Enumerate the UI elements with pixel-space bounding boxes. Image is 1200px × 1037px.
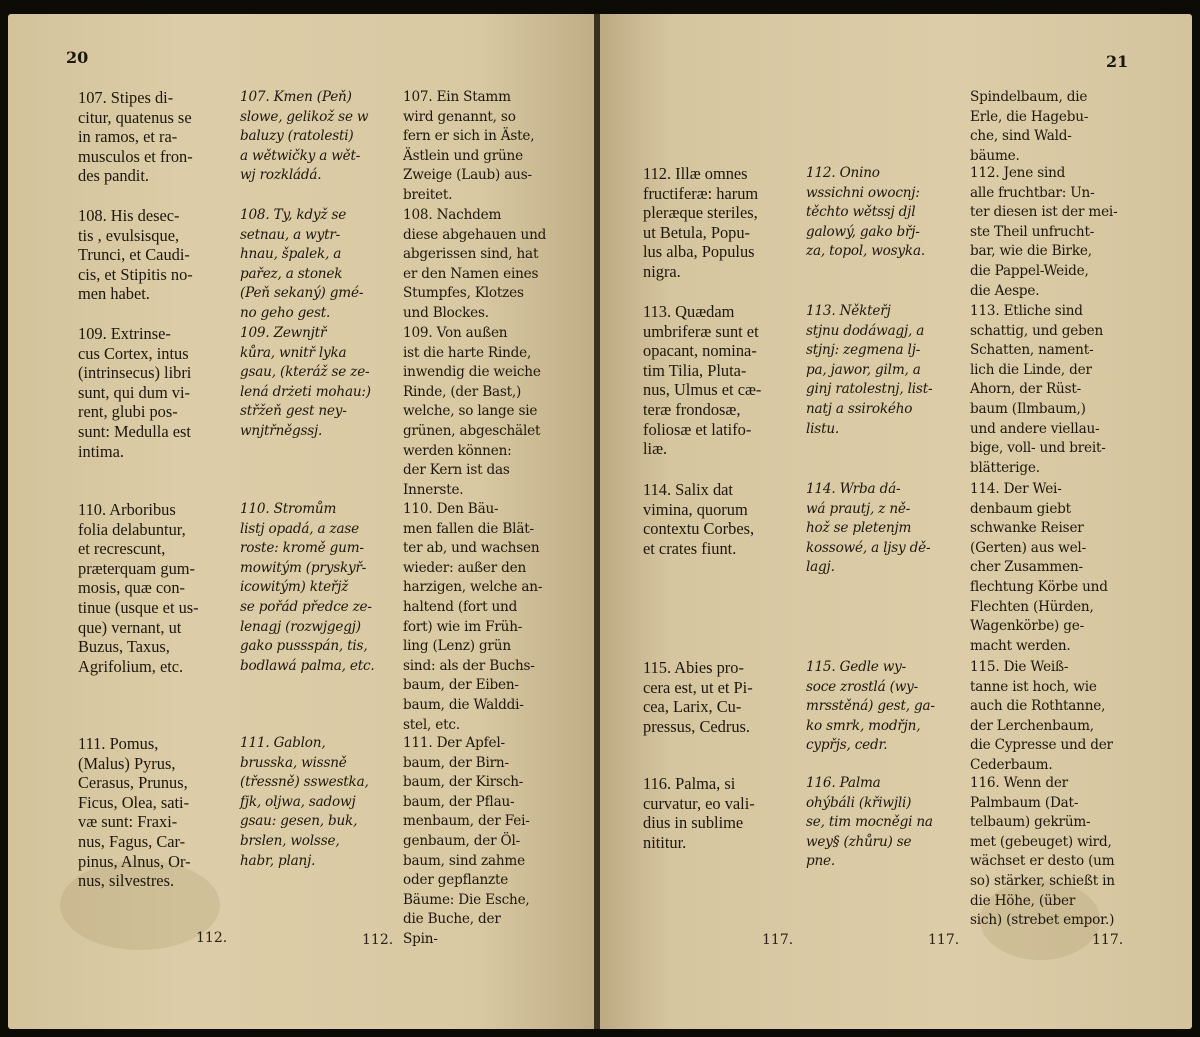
latin-entry-110: 110. Arboribus folia delabuntur, et recrescunt, præterquam gum- mosis, quæ con- tinue (usque et us- que) vernant, ut Buzus, Taxus, Agrifolium, etc. (78, 500, 199, 676)
right-page-number: 21 (1106, 52, 1129, 71)
right-german-column (970, 88, 1132, 938)
german-entry-109: 109. Von außen ist die harte Rinde, inwendig die weiche Rinde, (der Bast,) welche, so lange sie grünen, abgeschälet werden können: der Kern ist das Innerste. (403, 325, 541, 498)
latin-entry-107: 107. Stipes di- citur, quatenus se in ramos, et ra- musculos et fron- des pandit. (78, 88, 193, 186)
latin-entry-108: 108. His desec- tis , evulsisque, Trunci, et Caudi- cis, et Stipitis no- men habet. (78, 206, 193, 304)
czech-entry-112: 112. Onino wssichni owocnj: těchto wětssj djl galowý, gako břj- za, topol, wosyka. (806, 165, 925, 260)
czech-entry-109: 109. Zewnjtř kůra, wnitř lyka gsau, (kteráž se ze- lená drżeti mohau:) střžeň gest ney- wnjtřněgssj. (240, 325, 371, 439)
latin-entry-114: 114. Salix dat vimina, quorum contextu Corbes, et crates fiunt. (643, 480, 755, 558)
german-entry-114: 114. Der Wei- denbaum giebt schwanke Reiser (Gerten) aus wel- cher Zusammen- flechtung Körbe und Flechten (Hürden, Wagenkörbe) ge- macht werden. (970, 481, 1108, 654)
latin-entry-109: 109. Extrinse- cus Cortex, intus (intrinsecus) libri sunt, qui dum vi- rent, glubi pos- sunt: Medulla est intima. (78, 324, 192, 461)
right-czech-column (806, 164, 966, 924)
latin-entry-113: 113. Quædam umbriferæ sunt et opacant, nomina- tim Tilia, Pluta- nus, Ulmus et cæ- teræ frondosæ, foliosæ et latifo- liæ. (643, 302, 762, 459)
czech-entry-116: 116. Palma ohýbáli (křiwjli) se, tim mocněgi na wey§ (zhůru) se pne. (806, 775, 933, 870)
czech-entry-111: 111. Gablon, brusska, wissně (třessně) sswestka, fjk, oljwa, sadowj gsau: gesen, buk, brslen, wolsse, habr, planj. (240, 735, 369, 869)
german-entry-113: 113. Etliche sind schattig, und geben Schatten, nament- lich die Linde, der Ahorn, der Rüst- baum (Ilmbaum,) und andere viellau- bige, voll- und breit- blätterige. (970, 303, 1106, 476)
czech-entry-113: 113. Někteřj stjnu dodáwagj, a stjnj: zegmena lj- pa, jawor, gilm, a ginj ratolestnj, list- natj a ssirokého listu. (806, 303, 933, 437)
latin-entry-112: 112. Illæ omnes fructiferæ: harum pleræque steriles, ut Betula, Popu- lus alba, Populus nigra. (643, 164, 759, 281)
czech-entry-108: 108. Ty, když se setnau, a wytr- hnau, špalek, a pařez, a stonek (Peň sekaný) gmé- no geho gest. (240, 207, 364, 321)
latin-entry-115: 115. Abies pro- cera est, ut et Pi- cea, Larix, Cu- pressus, Cedrus. (643, 658, 753, 736)
czech-entry-114: 114. Wrba dá- wá prautj, z ně- hož se pletenjm kossowé, a ljsy dě- lagj. (806, 481, 931, 576)
german-entry-115: 115. Die Weiß- tanne ist hoch, wie auch die Rothtanne, der Lerchenbaum, die Cypresse und der Cederbaum. (970, 659, 1113, 773)
left-german-column (403, 88, 565, 958)
latin-entry-116: 116. Palma, si curvatur, eo vali- dius in sublime nititur. (643, 774, 755, 852)
right-footer-czech: 117. (928, 932, 960, 948)
right-footer-german: 117. (1092, 932, 1124, 948)
left-footer-czech: 112. (362, 932, 394, 948)
left-page-number: 20 (66, 48, 89, 67)
latin-entry-111: 111. Pomus, (Malus) Pyrus, Cerasus, Prunus, Ficus, Olea, sati- væ sunt: Fraxi- nus, Fagus, Car- pinus, Alnus, Or- nus, silvestres. (78, 734, 191, 891)
right-footer-latin: 117. (762, 932, 794, 948)
german-entry-116: 116. Wenn der Palmbaum (Dat- telbaum) gekrüm- met (gebeuget) wird, wächset er desto (um so) stärker, schießt in die Höhe, (über sich) (strebet empor.) (970, 775, 1115, 929)
german-entry-111-continued: Spindelbaum, die Erle, die Hagebu- che, sind Wald- bäume. (970, 89, 1089, 164)
german-entry-108: 108. Nachdem diese abgehauen und abgerissen sind, hat er den Namen eines Stumpfes, Klotzes und Blockes. (403, 207, 547, 321)
right-latin-column (643, 164, 803, 924)
czech-entry-115: 115. Gedle wy- soce zrostlá (wy- mrsstěná) gest, ga- ko smrk, modřjn, cypřjs, cedr. (806, 659, 935, 754)
german-entry-111: 111. Der Apfel- baum, der Birn- baum, der Kirsch- baum, der Pflau- menbaum, der Fei- genbaum, der Öl- baum, sind zahme oder gepflanzte Bäume: Die Esche, die Buche, der Spin- (403, 735, 530, 947)
czech-entry-110: 110. Stromům listj opadá, a zase roste: kromě gum- mowitým (pryskyř- icowitým) kteřjž se pořád předce ze- lenagj (rozwjgegj) gako pussspán, tis, bodlawá palma, etc. (240, 501, 375, 674)
german-entry-110: 110. Den Bäu- men fallen die Blät- ter ab, und wachsen wieder: außer den harzigen, welche an- haltend (fort und fort) wie im Früh- ling (Lenz) grün sind: als der Buchs- baum, der Eiben- baum, die Walddi- stel, etc. (403, 501, 543, 733)
left-czech-column (240, 88, 400, 888)
german-entry-107: 107. Ein Stamm wird genannt, so fern er sich in Äste, Ästlein und grüne Zweige (Laub) aus- breitet. (403, 89, 535, 203)
german-entry-112: 112. Jene sind alle fruchtbar: Un- ter diesen ist der mei- ste Theil unfrucht- bar, wie die Birke, die Pappel-Weide, die Aespe. (970, 165, 1118, 299)
left-footer-latin: 112. (196, 930, 228, 946)
czech-entry-107: 107. Kmen (Peň) slowe, gelikož se w baluzy (ratolesti) a wětwičky a wět- wj rozkládá. (240, 89, 369, 184)
left-latin-column (78, 88, 238, 891)
